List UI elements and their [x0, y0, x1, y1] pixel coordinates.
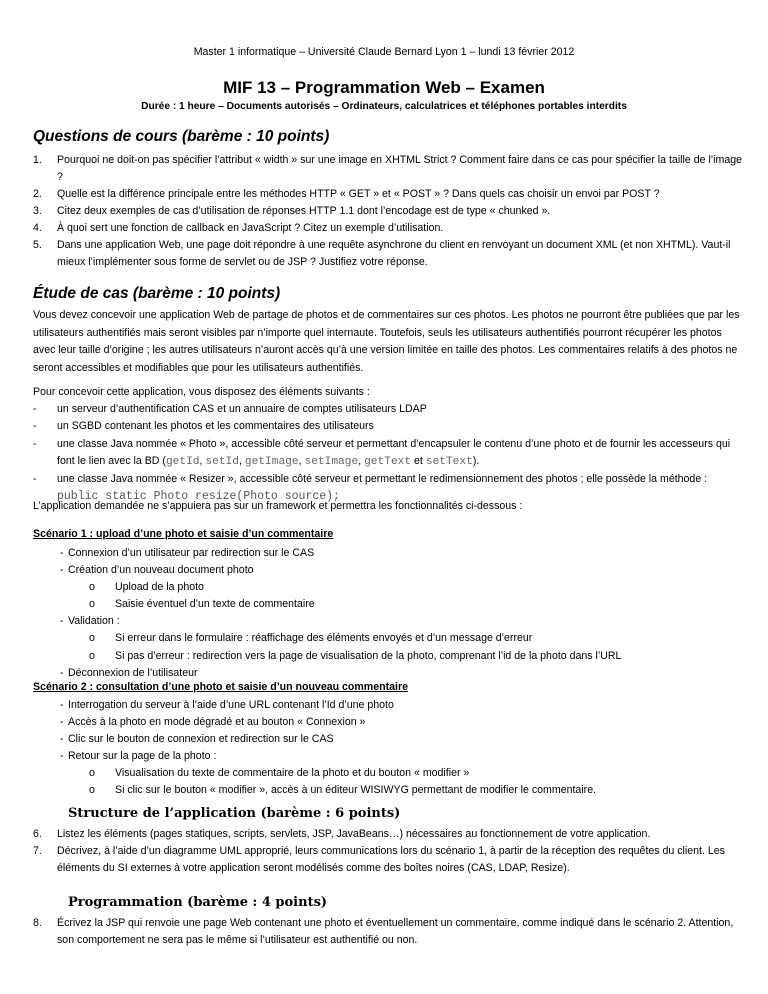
- question-text: Quelle est la différence principale entre les méthodes HTTP « GET » et « POST » ? Dans quels cas choisir un envoi par POST ?: [57, 188, 660, 200]
- question-number: 8.: [33, 917, 42, 929]
- step-text: Déconnexion de l’utilisateur: [68, 666, 198, 679]
- method-signature: public static Photo resize(Photo source);: [57, 490, 340, 504]
- question-number: 5.: [33, 239, 42, 251]
- question-number: 2.: [33, 188, 42, 200]
- exam-title: MIF 13 – Programmation Web – Examen: [223, 78, 545, 97]
- scenario1-title: Scénario 1 : upload d’une photo et saisie d’un commentaire: [33, 528, 334, 540]
- scenario-step: [33, 697, 748, 714]
- scenario-substep: [33, 630, 748, 647]
- page-header: Master 1 informatique – Université Claude Bernard Lyon 1 – lundi 13 février 2012: [193, 46, 575, 58]
- bullet-dash: -: [33, 403, 37, 415]
- element-item: [33, 418, 748, 435]
- scenario-step: [33, 562, 748, 579]
- question-number: 7.: [33, 845, 42, 857]
- bullet-dash: -: [60, 699, 64, 711]
- scenario-substep: [33, 579, 748, 596]
- bullet-dash: -: [60, 666, 64, 679]
- step-text: Connexion d’un utilisateur par redirection sur le CAS: [68, 547, 315, 559]
- step-text: Interrogation du serveur à l’aide d’une URL contenant l’Id d’une photo: [68, 699, 394, 711]
- question-number: 6.: [33, 828, 42, 840]
- questions-list: [33, 152, 748, 271]
- element-text: une classe Java nommée « Photo », accessible côté serveur et permettant d’encapsuler le contenu d’une photo et de fournir les accesseurs qui font le lien avec la BD (: [57, 437, 731, 467]
- scenario-step: [33, 665, 748, 682]
- question-item: [33, 826, 748, 843]
- scenario-substep: [33, 648, 748, 665]
- bullet-circle: o: [89, 767, 95, 780]
- question-item: [33, 203, 748, 220]
- question-number: 4.: [33, 222, 42, 234]
- separator: et: [411, 454, 426, 467]
- scenario-step: [33, 748, 748, 765]
- substep-text: Si pas d’erreur : redirection vers la page de visualisation de la photo, comprenant l’id de la photo dans l’URL: [115, 649, 622, 662]
- substep-text: Visualisation du texte de commentaire de la photo et du bouton « modifier »: [115, 767, 470, 780]
- substep-text: Si erreur dans le formulaire : réaffichage des éléments envoyés et d’un message d’erreur: [115, 632, 533, 645]
- elements-intro: Pour concevoir cette application, vous disposez des éléments suivants :: [33, 386, 370, 398]
- step-text: Retour sur la page de la photo :: [68, 750, 217, 763]
- bullet-dash: -: [33, 473, 37, 486]
- no-framework-note: L’application demandée ne s’appuiera pas sur un framework et permettra les fonctionnalités ci-dessous :: [33, 500, 523, 512]
- substep-text: Upload de la photo: [115, 581, 204, 594]
- scenario2-title: Scénario 2 : consultation d’une photo et saisie d’un nouveau commentaire: [33, 681, 408, 693]
- step-text: Création d’un nouveau document photo: [68, 564, 254, 577]
- bullet-dash: -: [33, 420, 37, 433]
- question-item: [33, 843, 748, 877]
- separator: ,: [199, 454, 206, 467]
- programming-list: [33, 915, 748, 949]
- substep-text: Saisie éventuel d’un texte de commentaire: [115, 598, 315, 611]
- structure-list: [33, 826, 748, 877]
- method-name: getId: [165, 455, 200, 468]
- question-text: Décrivez, à l’aide d’un diagramme UML approprié, leurs communications lors du scénario 1, à partir de la réception des requêtes du client. Les éléments du SI externes à votre application seront modélisés comme des boîtes noires (CAS, LDAP, Resize).: [57, 845, 725, 874]
- element-item: [33, 401, 748, 418]
- separator: ).: [472, 454, 480, 467]
- separator: ,: [298, 454, 305, 467]
- question-item: [33, 220, 748, 237]
- element-text: un SGBD contenant les photos et les commentaires des utilisateurs: [57, 420, 374, 433]
- bullet-circle: o: [89, 581, 95, 594]
- question-text: À quoi sert une fonction de callback en JavaScript ? Citez un exemple d’utilisation.: [57, 222, 444, 234]
- element-text: une classe Java nommée « Resizer », accessible côté serveur et permettant le redimensionnement des photos ; elle possède la méthode :: [57, 473, 708, 486]
- question-item: [33, 915, 748, 949]
- method-name: setText: [425, 455, 473, 468]
- method-name: getImage: [244, 455, 299, 468]
- section-heading-case-study: Étude de cas (barème : 10 points): [33, 285, 281, 302]
- step-text: Clic sur le bouton de connexion et redirection sur le CAS: [68, 733, 334, 746]
- section-heading-structure: Structure de l’application (barème : 6 points): [68, 806, 401, 821]
- question-text: Pourquoi ne doit-on pas spécifier l’attribut « width » sur une image en XHTML Strict ? Comment faire dans ce cas pour spécifier la taille de l’image ?: [57, 154, 743, 183]
- bullet-dash: -: [60, 716, 64, 729]
- step-text: Accès à la photo en mode dégradé et au bouton « Connexion »: [68, 716, 366, 729]
- bullet-dash: -: [60, 564, 64, 577]
- scenario-step: [33, 545, 748, 562]
- elements-list: [33, 401, 748, 506]
- method-name: getText: [364, 455, 412, 468]
- element-item-photo: [33, 436, 748, 472]
- scenario-substep: [33, 765, 748, 782]
- question-text: Dans une application Web, une page doit répondre à une requête asynchrone du client en renvoyant un document XML (et non XHTML). Vaut-il mieux l’implémenter sous forme de servlet ou de JSP ? Justifiez votre réponse.: [57, 239, 731, 268]
- question-item: [33, 186, 748, 203]
- scenario-substep: [33, 782, 748, 799]
- question-item: [33, 152, 748, 186]
- question-number: 3.: [33, 205, 42, 217]
- scenario-step: [33, 714, 748, 731]
- scenario-step: [33, 613, 748, 630]
- section-heading-programming: Programmation (barème : 4 points): [68, 895, 328, 910]
- step-text: Validation :: [68, 615, 120, 628]
- element-text: un serveur d’authentification CAS et un annuaire de comptes utilisateurs LDAP: [57, 403, 427, 415]
- bullet-circle: o: [89, 649, 95, 662]
- scenario1-list: [33, 545, 748, 682]
- question-item: [33, 237, 748, 271]
- separator: ,: [358, 454, 365, 467]
- substep-text: Si clic sur le bouton « modifier », accès à un éditeur WISIWYG permettant de modifier le commentaire.: [115, 784, 597, 797]
- question-text: Listez les éléments (pages statiques, scripts, servlets, JSP, JavaBeans…) nécessaires au fonctionnement de votre application.: [57, 828, 651, 840]
- bullet-dash: -: [33, 437, 37, 450]
- bullet-dash: -: [60, 615, 64, 628]
- bullet-circle: o: [89, 632, 95, 645]
- case-study-intro: Vous devez concevoir une application Web de partage de photos et de commentaires sur ces photos. Les photos ne pourront être publiées que par les utilisateurs authentifiés mais seront visibles par n’importe quel internaute. Toutefois, seuls les utilisateurs authentifiés pourront récupérer les photos avec leur taille d’origine ; les autres utilisateurs n’auront accès qu’à une version limitée en taille des photos. Les commentaires relatifs à des photos ne seront accessibles et modifiables que pour les utilisateurs authentifiés.: [33, 309, 740, 375]
- bullet-dash: -: [60, 750, 64, 763]
- method-name: setImage: [304, 455, 359, 468]
- question-number: 1.: [33, 154, 42, 166]
- scenario-substep: [33, 596, 748, 613]
- bullet-dash: -: [60, 733, 64, 746]
- bullet-dash: -: [60, 547, 64, 559]
- bullet-circle: o: [89, 784, 95, 797]
- exam-subtitle: Durée : 1 heure – Documents autorisés – Ordinateurs, calculatrices et téléphones portables interdits: [141, 101, 627, 112]
- method-name: setId: [205, 455, 239, 468]
- bullet-circle: o: [89, 598, 95, 611]
- section-heading-questions: Questions de cours (barème : 10 points): [33, 128, 330, 145]
- scenario2-list: [33, 697, 748, 800]
- question-text: Citez deux exemples de cas d’utilisation de réponses HTTP 1.1 dont l’encodage est de type « chunked ».: [57, 205, 551, 217]
- question-text: Écrivez la JSP qui renvoie une page Web contenant une photo et éventuellement un commentaire, comme indiqué dans le scénario 2. Attention, son comportement ne sera pas le même si l’utilisateur est authentifié ou non.: [57, 917, 734, 946]
- separator: ,: [238, 454, 245, 467]
- scenario-step: [33, 731, 748, 748]
